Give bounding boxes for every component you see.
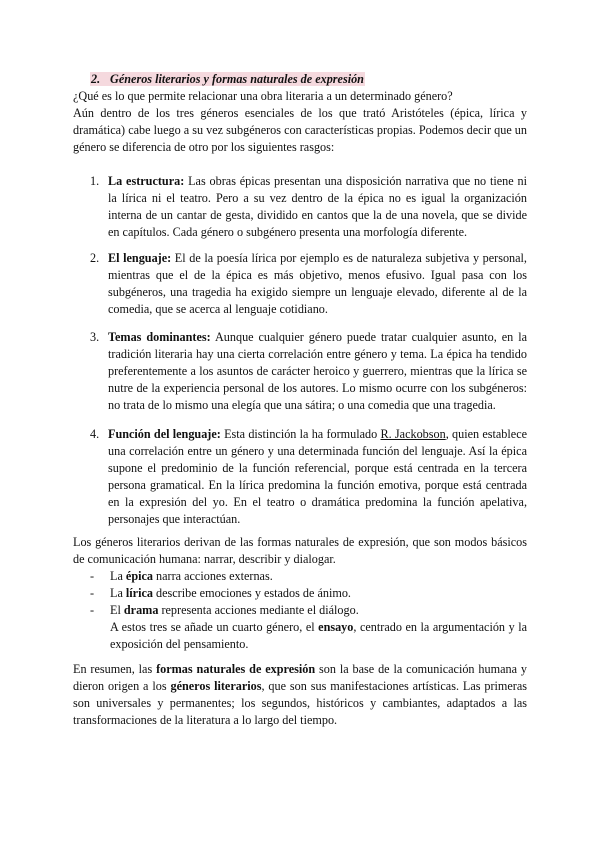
genre-term: épica bbox=[125, 569, 153, 583]
trait-term: El lenguaje: bbox=[108, 251, 172, 265]
genre-term: drama bbox=[123, 603, 159, 617]
list-number: 3. bbox=[90, 330, 100, 344]
section-number: 2. bbox=[91, 72, 101, 86]
genre-term: lírica bbox=[125, 586, 153, 600]
list-number: 1. bbox=[90, 174, 100, 188]
trait-term: La estructura: bbox=[108, 174, 185, 188]
trait-text: Aunque cualquier género puede tratar cualquier asunto, en la tradición literaria hay una cierta correlación entre género y tema. La épica ha tendido preferentemente a los asuntos de carácter heroico y guerrero, mientras que la lírica se nutre de la experiencia personal de los autores. Lo mismo ocurre con los subgéneros: no trata de lo mismo una elegía que una sátira; o una comedia que una tragedia. bbox=[108, 330, 527, 412]
forms-paragraph: Los géneros literarios derivan de las formas naturales de expresión, que son modos básicos de comunicación humana: narrar, describir y dialogar. bbox=[73, 535, 527, 566]
jakobson-link[interactable]: R. Jackobson bbox=[380, 427, 446, 441]
list-number: 2. bbox=[90, 251, 100, 265]
trait-term: Temas dominantes: bbox=[108, 330, 211, 344]
heading-highlight bbox=[90, 72, 365, 86]
section-heading bbox=[90, 71, 365, 88]
summary-term-forms: formas naturales de expresión bbox=[156, 662, 316, 676]
forms-list-item: - La épica narra acciones externas. bbox=[90, 569, 273, 583]
list-item bbox=[90, 329, 527, 414]
fourth-genre-block bbox=[110, 619, 527, 653]
dash-bullet: - bbox=[90, 586, 95, 600]
trait-text-before: Esta distinción la ha formulado bbox=[220, 427, 381, 441]
intro-paragraph: Aún dentro de los tres géneros esenciales de los que trató Aristóteles (épica, lírica y dramática) cabe luego a su vez subgéneros con características propias. Podemos decir que un género se diferencia de otro por los siguientes rasgos: bbox=[73, 106, 527, 154]
section-title: Géneros literarios y formas naturales de expresión bbox=[110, 72, 364, 86]
intro bbox=[73, 88, 527, 156]
trait-text: El de la poesía lírica por ejemplo es de naturaleza subjetiva y personal, mientras que el de la épica es más objetivo, menos efusivo. Igual pasa con los subgéneros, una tragedia ha exigido siempre un lenguaje elevado, diferente al de la comedia, que se acerca al lenguaje cotidiano. bbox=[108, 251, 527, 316]
forms-list-item: - El drama representa acciones mediante el diálogo. bbox=[90, 603, 359, 617]
forms-paragraph-block bbox=[73, 534, 527, 568]
forms-list-item: - La lírica describe emociones y estados de ánimo. bbox=[90, 586, 351, 600]
summary-block bbox=[73, 661, 527, 729]
summary-paragraph: En resumen, las formas naturales de expresión son la base de la comunicación humana y dieron origen a los géneros literarios, que son sus manifestaciones artísticas. Las primeras son universales y permanentes; los segundos, históricos y cambiantes, adaptados a las transformaciones de la literatura a lo largo del tiempo. bbox=[73, 662, 528, 727]
list-item bbox=[90, 426, 527, 528]
essay-term: ensayo bbox=[318, 620, 354, 634]
list-number: 4. bbox=[90, 427, 100, 441]
trait-text: Las obras épicas presentan una disposición narrativa que no tiene ni la lírica ni el teatro. Pero a su vez dentro de la épica no es igual la organización interna de un cantar de gesta, dividido en cantos que la de una novela, que se divide en capítulos. Cada género o subgénero presenta una morfología diferente. bbox=[108, 174, 527, 239]
dash-bullet: - bbox=[90, 603, 95, 617]
intro-question: ¿Qué es lo que permite relacionar una obra literaria a un determinado género? bbox=[73, 89, 453, 103]
trait-term: Función del lenguaje: bbox=[108, 427, 221, 441]
dash-bullet: - bbox=[90, 569, 95, 583]
forms-list bbox=[90, 568, 527, 619]
summary-term-genres: géneros literarios bbox=[170, 679, 262, 693]
list-item bbox=[90, 173, 527, 241]
trait-text-after: , quien establece una correlación entre un género y una determinada función del lenguaje. Así la épica supone el predominio de la función referencial, porque está centrada en la tercera persona gramatical. En la lírica predomina la función emotiva, porque está centrada en la expresión del yo. En el teatro o dramática predomina la función apelativa, personajes que interactúan. bbox=[108, 427, 528, 526]
fourth-genre-paragraph: A estos tres se añade un cuarto género, el ensayo, centrado en la argumentación y la exposición del pensamiento. bbox=[110, 620, 527, 651]
list-item bbox=[90, 250, 527, 318]
